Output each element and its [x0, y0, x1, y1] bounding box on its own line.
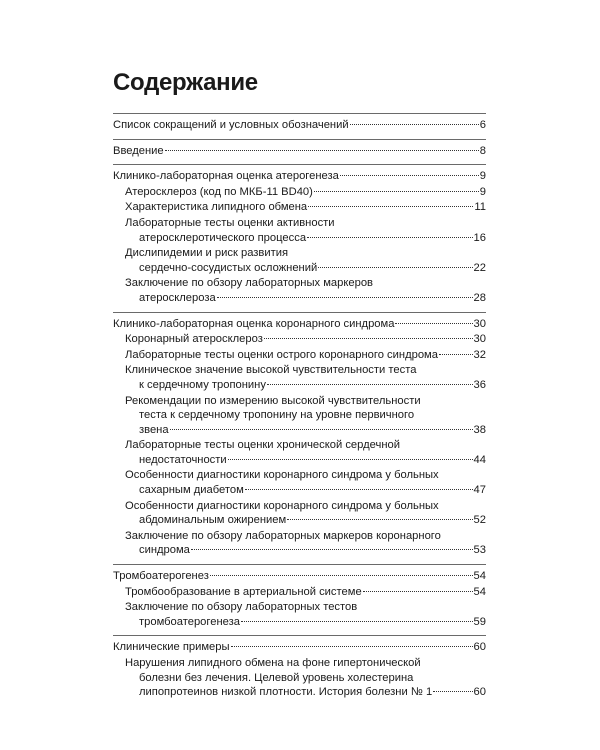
toc-entry-line: [125, 348, 486, 363]
toc-subsection-entry[interactable]: [113, 185, 486, 200]
toc-entry-line: [113, 640, 486, 655]
toc-entry-text: Лабораторные тесты оценки активности: [125, 216, 335, 229]
toc-entry-text: Лабораторные тесты оценки хронической сердечной: [125, 439, 400, 452]
toc-entry-line: [113, 169, 486, 184]
toc-page-number: 32: [473, 348, 486, 361]
toc-entry-line: [125, 656, 486, 671]
toc-entry-text: атеросклеротического процесса: [139, 231, 307, 244]
page-title: Содержание: [113, 69, 258, 96]
toc-entry-text: Клинические примеры: [113, 641, 230, 654]
toc-entry-line: [125, 378, 486, 393]
table-of-contents: [113, 113, 486, 706]
toc-entry-line: [125, 200, 486, 215]
toc-subsection-entry[interactable]: [113, 394, 486, 438]
toc-page-number: 60: [473, 641, 486, 654]
toc-entry-line: [125, 332, 486, 347]
toc-entry-line: [125, 363, 486, 378]
toc-chapter-entry[interactable]: [113, 169, 486, 184]
toc-section: [113, 636, 486, 705]
toc-entry-text: Клиническое значение высокой чувствительности теста: [125, 364, 417, 377]
dot-leader: [433, 691, 472, 692]
toc-page-number: 52: [473, 514, 486, 527]
toc-entry-text: Список сокращений и условных обозначений: [113, 119, 349, 131]
toc-page-number: 9: [479, 170, 486, 183]
dot-leader: [170, 429, 473, 430]
toc-page: [113, 68, 486, 706]
toc-page-number: 54: [473, 570, 486, 583]
dot-leader: [308, 206, 473, 207]
dot-leader: [191, 549, 473, 550]
dot-leader: [264, 338, 473, 339]
toc-subsection-entry[interactable]: [113, 438, 486, 467]
toc-entry-text: недостаточности: [139, 453, 227, 466]
toc-entry-text: Клинико-лабораторная оценка атерогенеза: [113, 170, 339, 183]
toc-page-number: 44: [473, 453, 486, 466]
dot-leader: [217, 297, 473, 298]
toc-entry-text: болезни без лечения. Целевой уровень холестерина: [139, 671, 414, 684]
toc-entry-text: теста к сердечному тропонину на уровне первичного: [139, 409, 415, 422]
dot-leader: [318, 267, 472, 268]
toc-page-number: 22: [473, 261, 486, 274]
toc-entry-line: [125, 671, 486, 686]
toc-chapter-entry[interactable]: [113, 144, 486, 159]
toc-subsection-entry[interactable]: [113, 246, 486, 275]
dot-leader: [395, 323, 472, 324]
toc-entry-text: Заключение по обзору лабораторных маркеров коронарного: [125, 529, 441, 542]
toc-entry-text: Особенности диагностики коронарного синдрома у больных: [125, 499, 439, 512]
toc-subsection-entry[interactable]: [113, 468, 486, 497]
toc-entry-text: звена: [139, 423, 169, 436]
toc-entry-text: липопротеинов низкой плотности. История болезни № 1: [139, 686, 433, 699]
dot-leader: [439, 354, 473, 355]
toc-entry-line: [125, 499, 486, 514]
toc-page-number: 38: [473, 423, 486, 436]
dot-leader: [307, 237, 473, 238]
toc-entry-text: Заключение по обзору лабораторных маркеров: [125, 277, 373, 290]
toc-chapter-entry[interactable]: [113, 118, 486, 133]
toc-page-number: 30: [473, 317, 486, 330]
toc-page-number: 47: [473, 484, 486, 497]
toc-entry-line: [125, 185, 486, 200]
toc-entry-text: Атеросклероз (код по МКБ-11 BD40): [125, 185, 313, 198]
toc-entry-text: Клинико-лабораторная оценка коронарного синдрома: [113, 317, 395, 330]
toc-section: [113, 114, 486, 139]
toc-entry-text: к сердечному тропонину: [139, 378, 266, 391]
toc-chapter-entry[interactable]: [113, 569, 486, 584]
toc-entry-line: [125, 216, 486, 231]
toc-subsection-entry[interactable]: [113, 332, 486, 347]
dot-leader: [340, 175, 479, 176]
toc-entry-line: [125, 438, 486, 453]
toc-subsection-entry[interactable]: [113, 529, 486, 558]
toc-subsection-entry[interactable]: [113, 656, 486, 700]
dot-leader: [165, 150, 479, 151]
toc-subsection-entry[interactable]: [113, 600, 486, 629]
toc-entry-line: [125, 291, 486, 306]
toc-subsection-entry[interactable]: [113, 276, 486, 305]
dot-leader: [267, 384, 473, 385]
toc-page-number: 16: [473, 231, 486, 244]
toc-entry-text: Нарушения липидного обмена на фоне гипертонической: [125, 657, 421, 669]
toc-entry-text: Характеристика липидного обмена: [125, 201, 308, 214]
dot-leader: [231, 646, 473, 647]
toc-entry-line: [125, 585, 486, 600]
toc-entry-text: тромбоатерогенеза: [139, 615, 240, 628]
toc-page-number: 11: [474, 201, 486, 214]
dot-leader: [228, 459, 473, 460]
toc-entry-text: Особенности диагностики коронарного синдрома у больных: [125, 469, 439, 482]
dot-leader: [314, 191, 479, 192]
toc-entry-text: Тромбообразование в артериальной системе: [125, 585, 362, 598]
toc-entry-text: Заключение по обзору лабораторных тестов: [125, 601, 358, 614]
toc-page-number: 59: [473, 615, 486, 628]
toc-entry-text: Коронарный атеросклероз: [125, 333, 263, 346]
toc-page-number: 28: [473, 291, 486, 304]
toc-entry-text: атеросклероза: [139, 291, 216, 304]
toc-page-number: 9: [479, 185, 486, 198]
toc-subsection-entry[interactable]: [113, 585, 486, 600]
toc-page-number: 36: [473, 378, 486, 391]
toc-entry-text: Тромбоатерогенез: [113, 570, 209, 583]
toc-page-number: 54: [473, 585, 486, 598]
toc-entry-line: [125, 543, 486, 558]
toc-page-number: 8: [479, 144, 486, 157]
toc-entry-text: синдрома: [139, 544, 190, 557]
toc-entry-text: сердечно-сосудистых осложнений: [139, 261, 318, 274]
dot-leader: [210, 575, 473, 576]
toc-subsection-entry[interactable]: [113, 499, 486, 528]
toc-entry-line: [125, 529, 486, 544]
toc-entry-line: [125, 483, 486, 498]
dot-leader: [287, 519, 472, 520]
toc-page-number: 53: [473, 544, 486, 557]
toc-entry-line: [125, 261, 486, 276]
toc-entry-line: [125, 600, 486, 615]
dot-leader: [363, 591, 473, 592]
toc-entry-line: [125, 246, 486, 261]
toc-entry-text: Введение: [113, 144, 164, 157]
toc-subsection-entry[interactable]: [113, 348, 486, 363]
toc-entry-line: [125, 394, 486, 409]
toc-entry-text: абдоминальным ожирением: [139, 514, 287, 527]
toc-section: [113, 313, 486, 565]
toc-entry-line: [125, 513, 486, 528]
toc-entry-line: [125, 453, 486, 468]
toc-entry-line: [113, 118, 486, 133]
toc-page-number: 30: [473, 333, 486, 346]
toc-section: [113, 140, 486, 165]
toc-entry-line: [125, 615, 486, 630]
toc-entry-line: [125, 423, 486, 438]
toc-entry-line: [113, 144, 486, 159]
toc-entry-text: сахарным диабетом: [139, 484, 244, 497]
toc-section: [113, 165, 486, 311]
toc-chapter-entry[interactable]: [113, 640, 486, 655]
toc-entry-text: Рекомендации по измерению высокой чувствительности: [125, 394, 421, 407]
dot-leader: [245, 489, 473, 490]
toc-entry-text: Дислипидемии и риск развития: [125, 247, 289, 260]
toc-page-number: 6: [479, 119, 486, 131]
toc-entry-line: [125, 231, 486, 246]
toc-subsection-entry[interactable]: [113, 216, 486, 245]
toc-subsection-entry[interactable]: [113, 363, 486, 392]
toc-entry-line: [113, 569, 486, 584]
toc-entry-line: [125, 468, 486, 483]
toc-chapter-entry[interactable]: [113, 317, 486, 332]
toc-subsection-entry[interactable]: [113, 200, 486, 215]
toc-entry-line: [125, 408, 486, 423]
dot-leader: [241, 621, 473, 622]
toc-entry-text: Лабораторные тесты оценки острого коронарного синдрома: [125, 348, 438, 361]
toc-entry-line: [125, 276, 486, 291]
dot-leader: [350, 124, 479, 125]
toc-section: [113, 565, 486, 635]
toc-entry-line: [113, 317, 486, 332]
toc-entry-line: [125, 685, 486, 700]
toc-page-number: 60: [473, 686, 486, 699]
